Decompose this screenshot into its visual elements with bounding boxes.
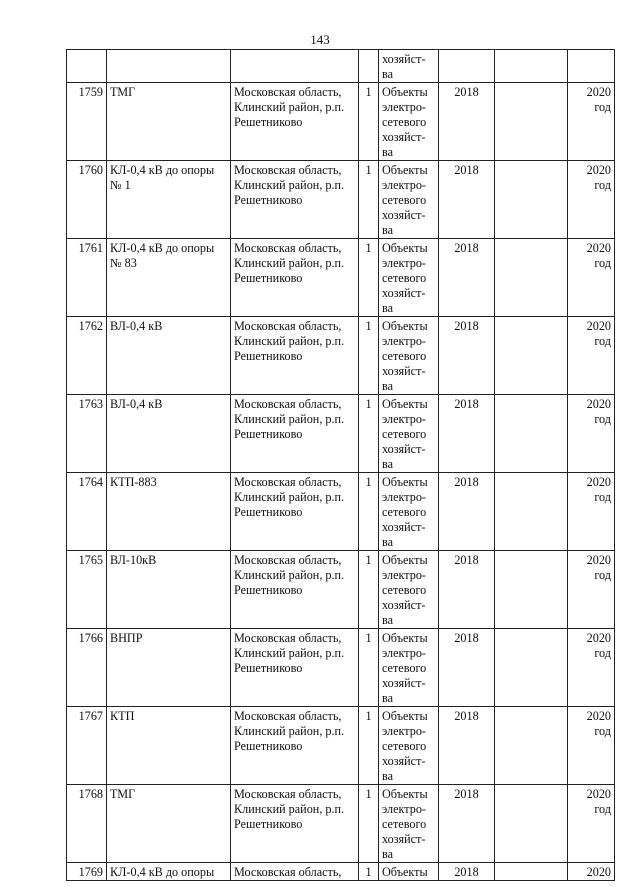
cell-qty: 1 [359, 785, 379, 863]
cell-location: Московская область, Клинский район, р.п. Решетниково [231, 707, 359, 785]
table-row [67, 317, 615, 395]
cell-num: 1762 [67, 317, 107, 395]
cell-year-start: 2018 [439, 629, 495, 707]
cell-location: Московская область, Клинский район, р.п. Решетниково [231, 473, 359, 551]
cell-year-start: 2018 [439, 707, 495, 785]
cell-location: Московская область, Клинский район, р.п. Решетниково [231, 785, 359, 863]
cell-location: Московская область, Клинский район, р.п. Решетниково [231, 161, 359, 239]
cell-type: Объекты электро- сетевого хозяйст- ва [379, 239, 439, 317]
table-row [67, 395, 615, 473]
cell-type: Объекты [379, 863, 439, 881]
cell-col7 [495, 707, 568, 785]
cell-type: Объекты электро- сетевого хозяйст- ва [379, 785, 439, 863]
cell-name: ВЛ-10кВ [107, 551, 231, 629]
table-row [67, 161, 615, 239]
cell-year-start: 2018 [439, 551, 495, 629]
cell-type: Объекты электро- сетевого хозяйст- ва [379, 161, 439, 239]
cell-year-end: 2020 год [568, 395, 615, 473]
cell-name: КТП [107, 707, 231, 785]
page-number: 143 [310, 32, 330, 47]
cell-type: Объекты электро- сетевого хозяйст- ва [379, 707, 439, 785]
cell-year-end: 2020 [568, 863, 615, 881]
cell-year-start: 2018 [439, 83, 495, 161]
cell-name: КЛ-0,4 кВ до опоры № 83 [107, 239, 231, 317]
cell-col7 [495, 50, 568, 83]
cell-year-start: 2018 [439, 317, 495, 395]
cell-year-start: 2018 [439, 161, 495, 239]
cell-location: Московская область, Клинский район, р.п. Решетниково [231, 629, 359, 707]
cell-num: 1759 [67, 83, 107, 161]
cell-location: Московская область, [231, 863, 359, 881]
table-row [67, 83, 615, 161]
cell-location: Московская область, Клинский район, р.п. Решетниково [231, 239, 359, 317]
cell-col7 [495, 551, 568, 629]
cell-year-start: 2018 [439, 473, 495, 551]
cell-num: 1767 [67, 707, 107, 785]
cell-qty: 1 [359, 239, 379, 317]
cell-year-start: 2018 [439, 863, 495, 881]
cell-num [67, 50, 107, 83]
cell-location: Московская область, Клинский район, р.п. Решетниково [231, 317, 359, 395]
cell-year-end: 2020 год [568, 473, 615, 551]
cell-col7 [495, 863, 568, 881]
cell-num: 1763 [67, 395, 107, 473]
cell-col7 [495, 629, 568, 707]
cell-num: 1760 [67, 161, 107, 239]
cell-col7 [495, 395, 568, 473]
cell-type: Объекты электро- сетевого хозяйст- ва [379, 629, 439, 707]
cell-year-end: 2020 год [568, 161, 615, 239]
table-row [67, 629, 615, 707]
cell-name: ТМГ [107, 83, 231, 161]
continuation-row [67, 50, 615, 83]
cell-num: 1769 [67, 863, 107, 881]
cell-year-end [568, 50, 615, 83]
table-row [67, 239, 615, 317]
cell-year-start [439, 50, 495, 83]
cell-year-start: 2018 [439, 395, 495, 473]
cell-name: КТП-883 [107, 473, 231, 551]
assets-table [66, 49, 615, 881]
cell-col7 [495, 473, 568, 551]
cell-qty: 1 [359, 83, 379, 161]
cell-year-start: 2018 [439, 239, 495, 317]
cell-qty: 1 [359, 473, 379, 551]
cell-num: 1761 [67, 239, 107, 317]
cell-year-end: 2020 год [568, 785, 615, 863]
cell-location: Московская область, Клинский район, р.п. Решетниково [231, 83, 359, 161]
cell-col7 [495, 239, 568, 317]
table-row [67, 707, 615, 785]
cell-name: ВНПР [107, 629, 231, 707]
cell-year-end: 2020 год [568, 239, 615, 317]
cell-type: хозяйст- ва [379, 50, 439, 83]
cell-qty: 1 [359, 317, 379, 395]
cell-qty: 1 [359, 395, 379, 473]
table-row [67, 863, 615, 881]
cell-year-end: 2020 год [568, 707, 615, 785]
cell-location [231, 50, 359, 83]
cell-type: Объекты электро- сетевого хозяйст- ва [379, 473, 439, 551]
cell-name: ВЛ-0,4 кВ [107, 317, 231, 395]
cell-year-end: 2020 год [568, 551, 615, 629]
cell-qty: 1 [359, 707, 379, 785]
cell-col7 [495, 785, 568, 863]
cell-type: Объекты электро- сетевого хозяйст- ва [379, 551, 439, 629]
table-row [67, 551, 615, 629]
cell-num: 1764 [67, 473, 107, 551]
cell-name: ВЛ-0,4 кВ [107, 395, 231, 473]
cell-name: КЛ-0,4 кВ до опоры [107, 863, 231, 881]
cell-qty: 1 [359, 863, 379, 881]
cell-name [107, 50, 231, 83]
cell-location: Московская область, Клинский район, р.п. Решетниково [231, 395, 359, 473]
cell-type: Объекты электро- сетевого хозяйст- ва [379, 83, 439, 161]
cell-year-end: 2020 год [568, 83, 615, 161]
cell-type: Объекты электро- сетевого хозяйст- ва [379, 317, 439, 395]
cell-col7 [495, 161, 568, 239]
cell-num: 1768 [67, 785, 107, 863]
cell-num: 1765 [67, 551, 107, 629]
cell-year-start: 2018 [439, 785, 495, 863]
table-row [67, 473, 615, 551]
cell-qty: 1 [359, 629, 379, 707]
cell-qty: 1 [359, 551, 379, 629]
cell-qty: 1 [359, 161, 379, 239]
cell-location: Московская область, Клинский район, р.п. Решетниково [231, 551, 359, 629]
cell-col7 [495, 317, 568, 395]
cell-type: Объекты электро- сетевого хозяйст- ва [379, 395, 439, 473]
cell-qty [359, 50, 379, 83]
cell-name: КЛ-0,4 кВ до опоры № 1 [107, 161, 231, 239]
cell-col7 [495, 83, 568, 161]
cell-name: ТМГ [107, 785, 231, 863]
table-row [67, 785, 615, 863]
cell-num: 1766 [67, 629, 107, 707]
cell-year-end: 2020 год [568, 317, 615, 395]
cell-year-end: 2020 год [568, 629, 615, 707]
